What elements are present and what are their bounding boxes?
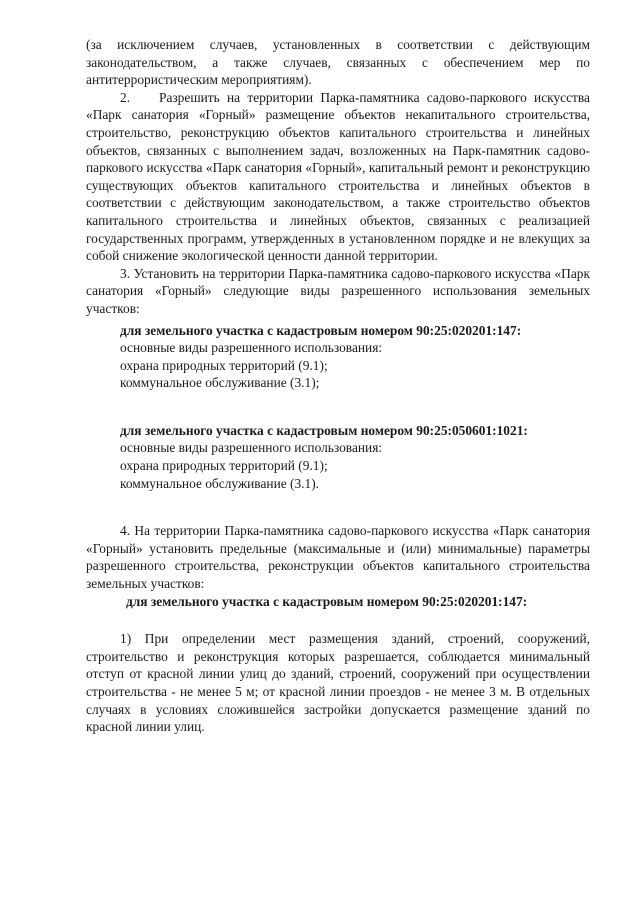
paragraph-4: 4. На территории Парка-памятника садово-паркового искусства «Парк санатория «Горный» установить предельные (максимальные и (или) минимальные) параметры разрешенного строительства, реконструкции объектов капитального строительства земельных участков: [86,523,590,592]
plot-2-line: охрана природных территорий (9.1); [120,458,328,474]
plot-1-line: охрана природных территорий (9.1); [120,357,328,373]
paragraph-2: 2. Разрешить на территории Парка-памятника садово-паркового искусства «Парк санатория «Горный» размещение объектов некапитального строительства, строительство, реконструкцию объектов капитального строительства и линейных объектов, связанных с выполнением задач, возложенных на Парк-памятник садово-паркового искусства «Парк санатория «Горный», капитальный ремонт и реконструкцию существующих объектов капитального строительства и линейных объектов в соответствии с действующим законодательством, а также строительство объектов капитального строительства и линейных объектов, связанных с реализацией государственных программ, утвержденных в установленном порядке и не влекущих за собой снижение экологической ценности данной территории. [86,89,590,264]
plot-heading-1: для земельного участка с кадастровым номером 90:25:020201:147: [120,322,522,338]
plot-1-line: коммунальное обслуживание (3.1); [120,375,320,391]
plot-heading-3: для земельного участка с кадастровым номером 90:25:020201:147: [126,593,528,609]
paragraph-3: 3. Установить на территории Парка-памятника садово-паркового искусства «Парк санатория «Горный» следующие виды разрешенного использования земельных участков: [86,265,590,316]
plot-1-line: основные виды разрешенного использования: [120,340,383,356]
plot-2-line: коммунальное обслуживание (3.1). [120,475,320,491]
plot-block-1 [86,322,590,392]
plot-heading-2: для земельного участка с кадастровым номером 90:25:050601:1021: [120,422,528,438]
plot-2-line: основные виды разрешенного использования: [120,440,383,456]
paragraph-4-1: 1) При определении мест размещения зданий, строений, сооружений, строительство и реконструкция которых разрешается, соблюдается минимальный отступ от красной линии улиц до зданий, строений, сооружений при осуществлении строительства - не менее 5 м; от красной линии проездов - не менее 3 м. В отдельных случаях в условиях сложившейся застройки допускается размещение зданий по красной линии улиц. [86,631,590,735]
paragraph-intro: (за исключением случаев, установленных в соответствии с действующим законодательством, а также случаев, связанных с обеспечением мер по антитеррористическим мероприятиям). [86,37,590,88]
document-page [86,36,590,736]
plot-block-2 [86,422,590,492]
